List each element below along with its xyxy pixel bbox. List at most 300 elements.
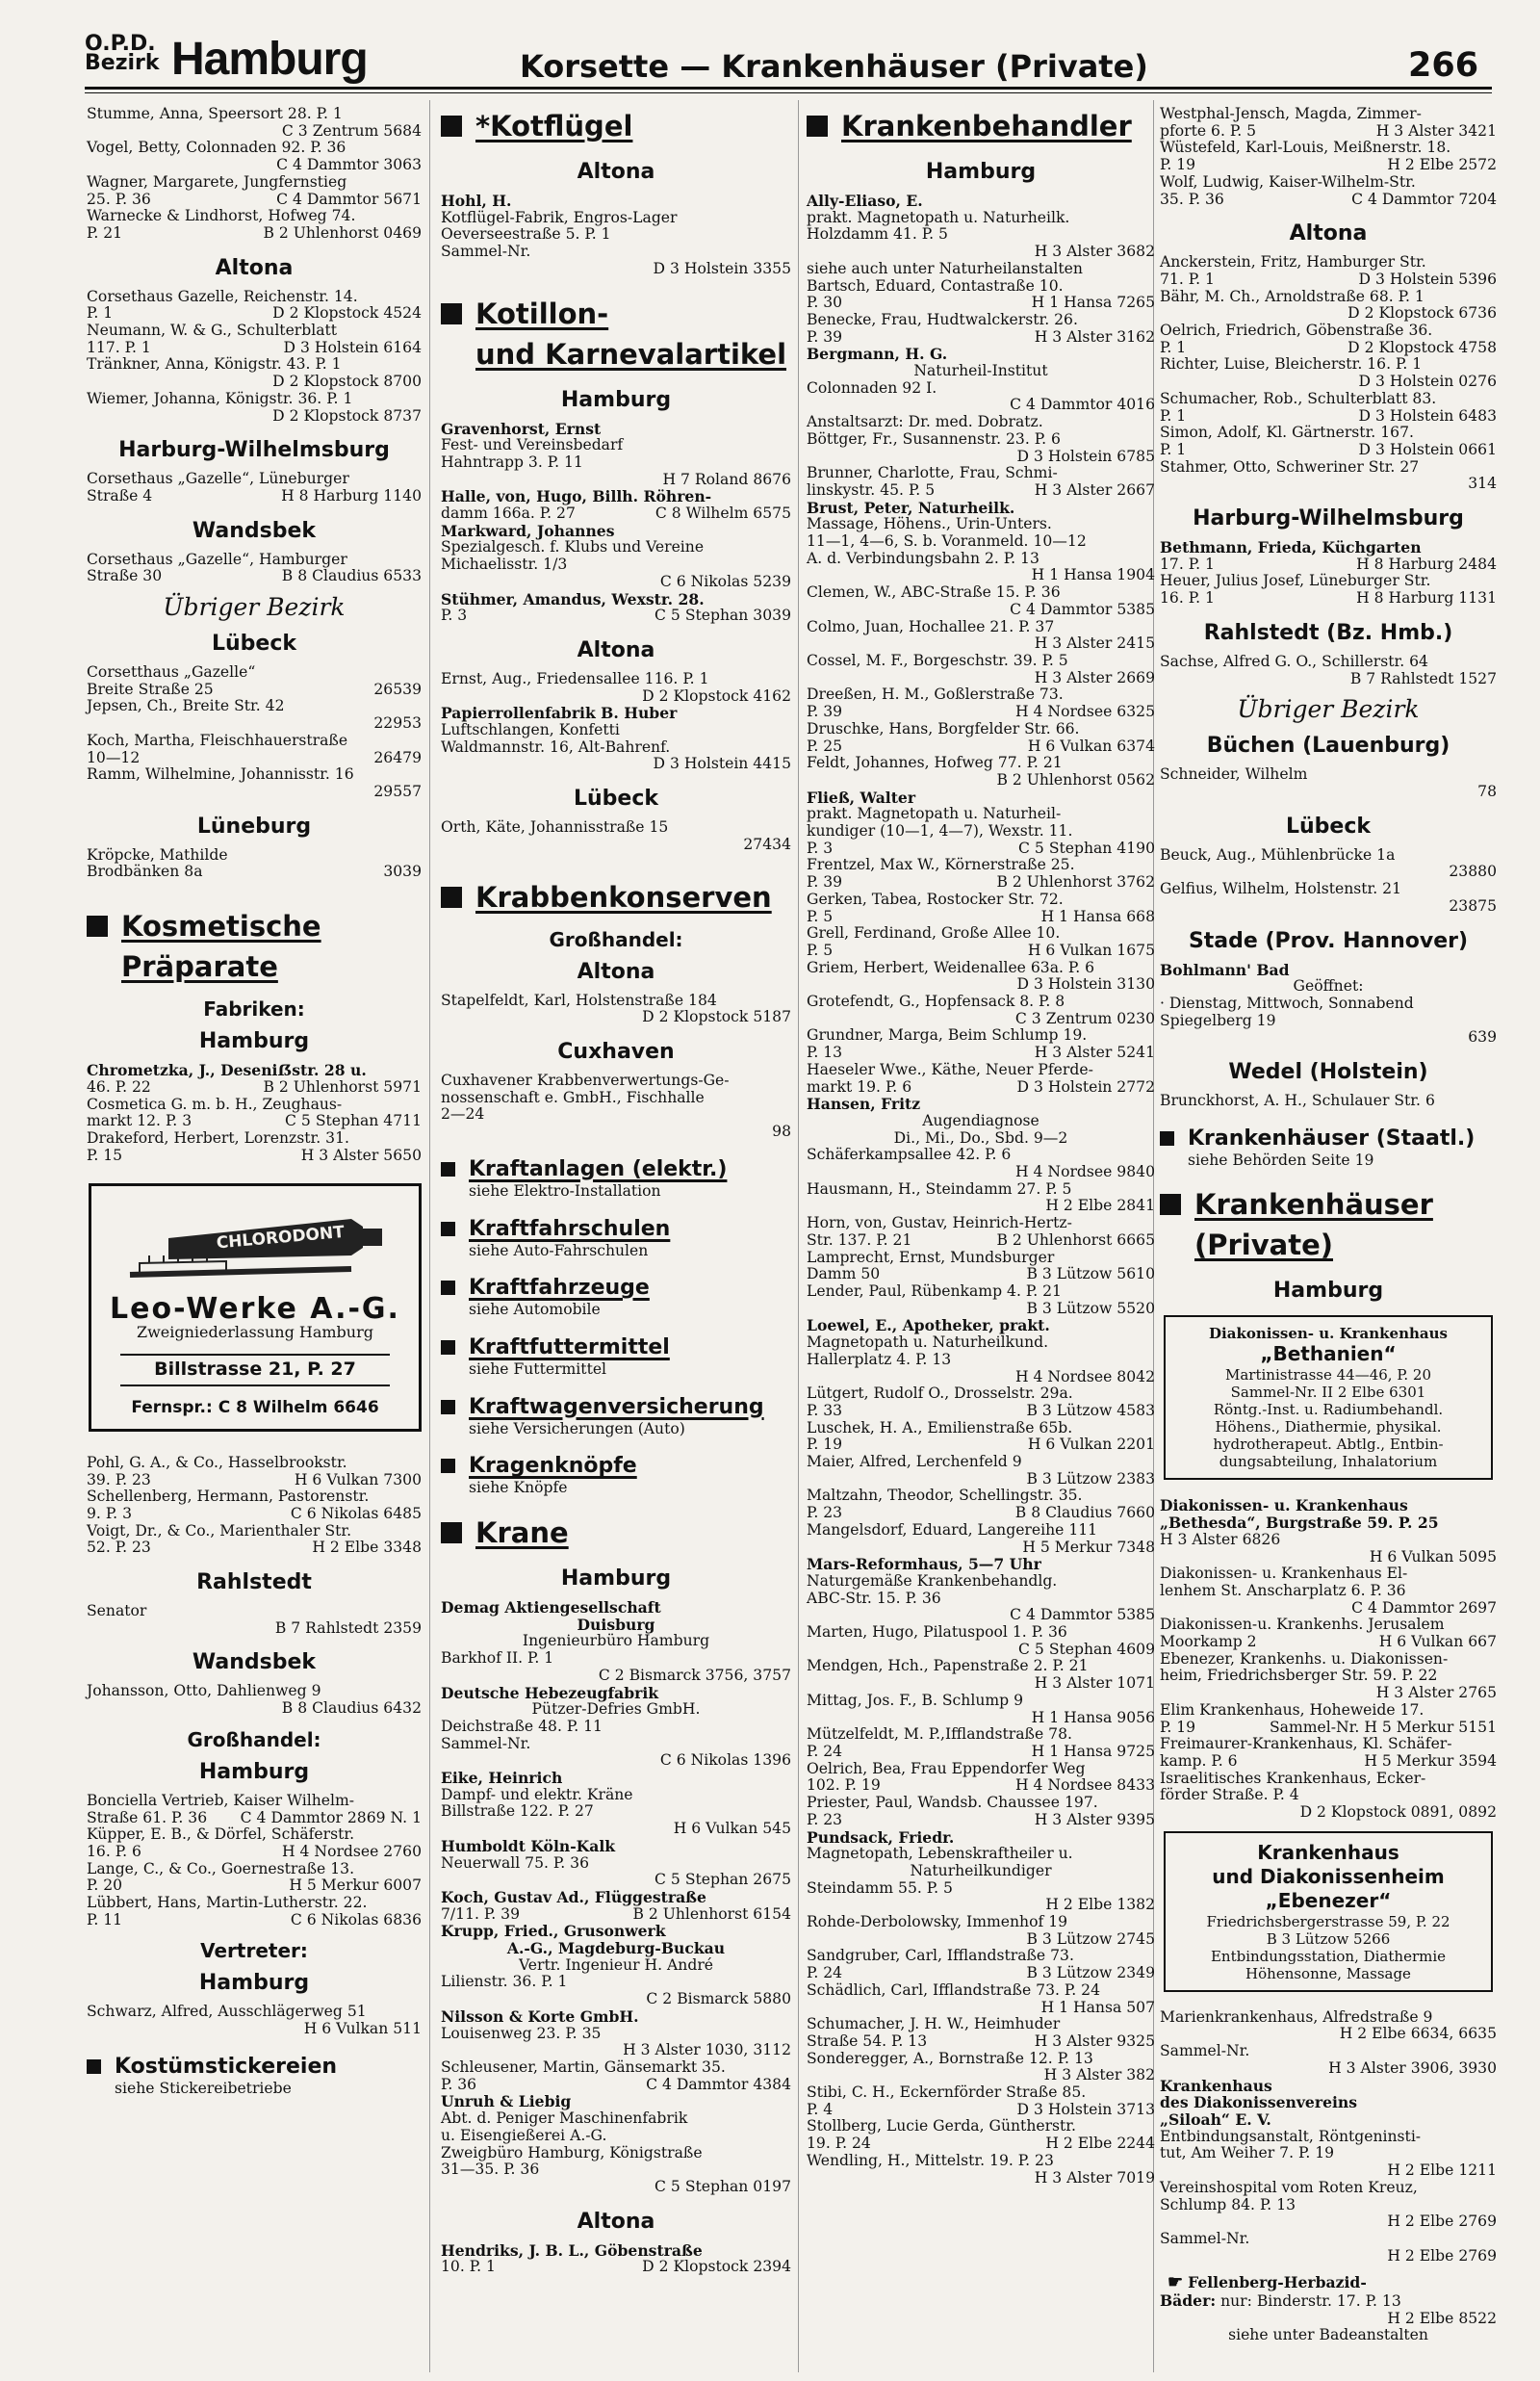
- cross-reference: siehe Automobile: [469, 1301, 601, 1319]
- entry-phone: H 6 Vulkan 1675: [1027, 941, 1155, 959]
- entry-phone: B 3 Lützow 4583: [1026, 1401, 1155, 1419]
- entry-phone-row: [807, 1710, 1155, 1727]
- directory-entry: [441, 1855, 791, 1873]
- entry-name: u. Eisengießerei A.-G.: [441, 2126, 607, 2144]
- entry-phone: H 2 Elbe 2841: [1045, 1197, 1155, 1215]
- directory-entry: [87, 1861, 422, 1895]
- entry-address: Damm 50: [807, 1265, 881, 1283]
- entry-phone: H 8 Harburg 2484: [1356, 555, 1497, 573]
- entry-phone-row: [441, 505, 791, 523]
- entry-name: Kotflügel-Fabrik, Engros-Lager: [441, 208, 678, 226]
- directory-entry: [87, 1062, 422, 1096]
- entry-address: P. 33: [807, 1401, 843, 1419]
- category-title: Kotillon-: [475, 297, 609, 330]
- directory-entry: [1160, 323, 1497, 356]
- entry-phone: C 6 Nikolas 6485: [290, 1504, 422, 1522]
- entry-phone-row: [87, 1877, 422, 1895]
- entry-name: Hendriks, J. B. L., Göbenstraße: [441, 2240, 703, 2260]
- entry-name: Ebenezer, Krankenhs. u. Diakonissen-: [1160, 1649, 1449, 1668]
- entry-name: Luschek, H. A., Emilienstraße 65b.: [807, 1418, 1073, 1436]
- entry-name: Diakonissen- u. Krankenhaus El-: [1160, 1565, 1408, 1583]
- entry-name: Küpper, E. B., & Dörfel, Schäferstr.: [87, 1825, 355, 1844]
- entry-name: Diakonissen- u. Krankenhaus: [1160, 1496, 1408, 1515]
- directory-entry: [87, 552, 422, 585]
- directory-entry: [807, 1948, 1155, 1981]
- entry-name: Sammel-Nr.: [1160, 2042, 1250, 2060]
- directory-entry: [441, 1821, 791, 1838]
- entry-phone-row: [87, 340, 422, 357]
- column-1: [87, 106, 422, 2106]
- entry-phone: H 3 Alster 5650: [300, 1146, 422, 1164]
- entry-phone: D 3 Holstein 0276: [1358, 373, 1497, 391]
- header-section-title: Korsette — Krankenhäuser (Private): [520, 48, 1148, 85]
- entry-phone-row: [87, 157, 422, 174]
- directory-entry: [1160, 962, 1497, 979]
- entry-phone: H 4 Nordsee 6325: [1014, 703, 1155, 721]
- directory-entry: [807, 892, 1155, 925]
- directory-entry: [807, 1317, 1155, 1334]
- entry-address: Straße 4: [87, 486, 153, 505]
- entry-phone: H 2 Elbe 8522: [1387, 2309, 1497, 2327]
- entry-phone-row: [807, 1079, 1155, 1097]
- entry-name: Stapelfeldt, Karl, Holstenstraße 184: [441, 991, 717, 1009]
- entry-name: Cosmetica G. m. b. H., Zeughaus-: [87, 1095, 343, 1113]
- directory-entry: [1160, 1532, 1497, 1566]
- directory-entry: [1160, 2162, 1497, 2180]
- directory-entry: [87, 289, 422, 323]
- town-heading: Stade (Prov. Hannover): [1188, 928, 1469, 953]
- entry-phone-row: [1160, 1804, 1497, 1822]
- category-heading: [87, 906, 422, 987]
- entry-phone-row: [807, 2135, 1155, 2153]
- entry-name: Schäferkampsallee 42. P. 6: [807, 1146, 1012, 1164]
- entry-phone-row: [1160, 192, 1497, 209]
- entry-phone: C 3 Zentrum 0230: [1014, 1009, 1155, 1027]
- entry-phone: C 4 Dammtor 7204: [1351, 190, 1497, 208]
- subsection-heading: Großhandel:: [187, 1727, 321, 1751]
- entry-name: Stibi, C. H., Eckernförder Straße 85.: [807, 2083, 1087, 2102]
- directory-entry: [87, 1683, 422, 1717]
- entry-phone-row: [441, 1821, 791, 1838]
- entry-address: Str. 137. P. 21: [807, 1230, 912, 1249]
- entry-name: Lender, Paul, Rübenkamp 4. P. 21: [807, 1282, 1062, 1300]
- entry-name: Maier, Alfred, Lerchenfeld 9: [807, 1453, 1022, 1471]
- entry-address: Brodbänken 8a: [87, 863, 203, 881]
- entry-phone-row: [1160, 1787, 1497, 1804]
- advertisement-ebenezer: [1164, 1831, 1493, 1992]
- entry-name: lenhem St. Anscharplatz 6. P. 36: [1160, 1581, 1406, 1599]
- entry-phone-row: [807, 1045, 1155, 1062]
- entry-phone-row: [87, 305, 422, 323]
- entry-phone-row: [441, 2259, 791, 2276]
- directory-entry: [87, 1826, 422, 1860]
- entry-phone: H 3 Alster 1071: [1034, 1674, 1155, 1693]
- town-heading: Altona: [215, 255, 294, 280]
- entry-address: 19. P. 24: [807, 2135, 871, 2153]
- entry-name: Ally-Eliaso, E.: [807, 192, 923, 210]
- entry-phone: 26479: [373, 748, 422, 766]
- directory-entry: [807, 619, 1155, 653]
- entry-address: pforte 6. P. 5: [1160, 121, 1257, 140]
- entry-address: 25. P. 36: [87, 190, 151, 208]
- entry-address: P. 39: [807, 327, 843, 346]
- entry-phone: H 6 Vulkan 6374: [1027, 737, 1155, 755]
- entry-address: 39. P. 23: [87, 1470, 151, 1488]
- entry-name: Schellenberg, Hermann, Pastorenstr.: [87, 1488, 370, 1506]
- directory-entry: [807, 380, 1155, 414]
- entry-phone-row: [441, 2077, 791, 2094]
- directory-entry: [441, 2059, 791, 2093]
- entry-name: Wolf, Ludwig, Kaiser-Wilhelm-Str.: [1160, 172, 1416, 191]
- entry-name: Gravenhorst, Ernst: [441, 419, 602, 438]
- town-heading: Cuxhaven: [557, 1039, 675, 1064]
- entry-address: P. 15: [87, 1146, 123, 1164]
- entry-phone-row: [807, 1675, 1155, 1693]
- entry-phone-row: [441, 1991, 791, 2008]
- directory-entry: [1160, 1013, 1497, 1047]
- town-heading: Lübeck: [1285, 814, 1372, 839]
- entry-name: Sonderegger, A., Bornstraße 12. P. 13: [807, 2049, 1093, 2067]
- entry-phone-row: [1160, 2060, 1497, 2078]
- entry-phone-row: [87, 488, 422, 505]
- entry-name: Gerken, Tabea, Rostocker Str. 72.: [807, 890, 1064, 908]
- entry-phone: B 7 Rahlstedt 2359: [274, 1618, 422, 1637]
- directory-entry: [87, 323, 422, 356]
- entry-name: Halle, von, Hugo, Billh. Röhren-: [441, 487, 712, 506]
- directory-entry: [807, 925, 1155, 959]
- entry-name: Vogel, Betty, Colonnaden 92. P. 36: [87, 139, 346, 157]
- directory-entry: [441, 1923, 791, 1956]
- entry-address: kamp. P. 6: [1160, 1751, 1238, 1770]
- entry-phone-row: [87, 1506, 422, 1523]
- entry-phone-row: [441, 1906, 791, 1924]
- entry-name: Naturheil-Institut: [913, 362, 1048, 380]
- category-heading: [441, 294, 791, 375]
- entry-name: Humboldt Köln-Kalk: [441, 1836, 616, 1855]
- directory-entry: [1160, 459, 1497, 493]
- entry-phone-row: [441, 2179, 791, 2196]
- entry-address: 102. P. 19: [807, 1776, 881, 1795]
- entry-phone: C 6 Nikolas 5239: [659, 572, 791, 590]
- entry-phone-row: [807, 976, 1155, 994]
- directory-entry: [1160, 2094, 1497, 2111]
- directory-entry: [1160, 140, 1497, 173]
- directory-entry: [1160, 654, 1497, 687]
- entry-address: P. 3: [441, 607, 468, 625]
- directory-entry: [1160, 2009, 1497, 2043]
- entry-name: Beuck, Aug., Mühlenbrücke 1a: [1160, 845, 1396, 864]
- category-marker: [441, 1281, 455, 1295]
- entry-address: markt 12. P. 3: [87, 1112, 192, 1130]
- entry-phone-row: [807, 704, 1155, 721]
- entry-name: Unruh & Liebig: [441, 2092, 572, 2111]
- entry-name: Chrometzka, J., Deseniẞstr. 28 u.: [87, 1061, 367, 1080]
- entry-name: Neuerwall 75. P. 36: [441, 1853, 590, 1872]
- entry-name: siehe auch unter Naturheilanstalten: [807, 259, 1083, 277]
- entry-phone-row: [807, 943, 1155, 960]
- entry-name: Westphal-Jensch, Magda, Zimmer-: [1160, 105, 1422, 122]
- entry-phone-row: [807, 1164, 1155, 1181]
- category-heading: [1160, 1126, 1497, 1170]
- directory-entry: [807, 1250, 1155, 1283]
- entry-name: Heuer, Julius Josef, Lüneburger Str.: [1160, 572, 1431, 590]
- directory-entry: [1160, 1651, 1497, 1669]
- entry-phone-row: [807, 1931, 1155, 1949]
- directory-entry: [807, 686, 1155, 720]
- ad-name: „Ebenezer“: [1265, 1888, 1392, 1912]
- directory-entry: [441, 1073, 791, 1090]
- directory-entry: [441, 226, 791, 244]
- directory-entry: [1160, 996, 1497, 1013]
- category-heading: [441, 1216, 791, 1260]
- entry-phone-row: [441, 261, 791, 278]
- entry-name: Sammel-Nr.: [441, 1734, 531, 1752]
- directory-entry: [441, 2026, 791, 2043]
- entry-phone: D 3 Holstein 6483: [1358, 406, 1497, 425]
- directory-entry: [807, 1147, 1155, 1164]
- entry-name: „Bethesda“, Burgstraße 59. P. 25: [1160, 1514, 1439, 1533]
- directory-entry: [441, 1668, 791, 1685]
- entry-name: Benecke, Frau, Hudtwalckerstr. 26.: [807, 310, 1078, 328]
- entry-name: Lamprecht, Ernst, Mundsburger: [807, 1248, 1055, 1266]
- directory-entry: [807, 1591, 1155, 1624]
- entry-name: Warnecke & Lindhorst, Hofweg 74.: [87, 207, 356, 225]
- cross-reference: siehe unter Badeanstalten: [1228, 2326, 1428, 2344]
- directory-entry: [807, 551, 1155, 568]
- entry-address: P. 5: [807, 941, 834, 959]
- entry-name: Zweigbüro Hamburg, Königstraße: [441, 2143, 703, 2161]
- directory-entry: [441, 1106, 791, 1140]
- directory-entry: [441, 2110, 791, 2128]
- entry-name: Bergmann, H. G.: [807, 345, 948, 364]
- entry-address: 71. P. 1: [1160, 270, 1215, 288]
- entry-phone: H 6 Vulkan 5095: [1369, 1547, 1497, 1566]
- entry-address: 16. P. 1: [1160, 589, 1215, 608]
- directory-entry: [87, 140, 422, 173]
- entry-phone-row: [441, 2042, 791, 2059]
- entry-phone-row: [441, 756, 791, 773]
- entry-name: Ingenieurbüro Hamburg: [522, 1632, 710, 1650]
- entry-name: Marienkrankenhaus, Alfredstraße 9: [1160, 2007, 1433, 2026]
- entry-name: Schneider, Wilhelm: [1160, 765, 1308, 784]
- directory-entry: [441, 2145, 791, 2162]
- entry-name: Sammel-Nr.: [441, 243, 531, 261]
- directory-entry: [1160, 2145, 1497, 2162]
- directory-entry: [807, 960, 1155, 994]
- directory-entry: [441, 1599, 791, 1633]
- category-heading: [441, 1334, 791, 1379]
- entry-phone: H 3 Alster 2667: [1034, 480, 1155, 499]
- entry-phone-row: [1160, 1753, 1497, 1771]
- category-title: Krane: [475, 1516, 569, 1550]
- entry-name: Luftschlangen, Konfetti: [441, 721, 620, 739]
- entry-name: Böttger, Fr., Susannenstr. 23. P. 6: [807, 429, 1061, 448]
- ad-line: Röntg.-Inst. u. Radiumbehandl.: [1213, 1401, 1444, 1419]
- ad-title: Diakonissen- u. Krankenhaus: [1209, 1325, 1448, 1343]
- category-heading: [87, 2054, 422, 2098]
- entry-phone: 98: [772, 1123, 791, 1141]
- entry-phone: H 6 Vulkan 667: [1378, 1633, 1497, 1651]
- entry-phone: C 4 Dammtor 3063: [276, 156, 422, 174]
- entry-phone-row: [807, 1266, 1155, 1283]
- directory-entry: [807, 2016, 1155, 2050]
- category-marker: [441, 1522, 462, 1543]
- entry-name: Ramm, Wilhelmine, Johannisstr. 16: [87, 765, 354, 784]
- entry-phone-row: [441, 1668, 791, 1685]
- directory-entry: [441, 1770, 791, 1787]
- town-heading: Hamburg: [925, 160, 1037, 184]
- entry-address: 117. P. 1: [87, 338, 151, 356]
- entry-name: Haeseler Wwe., Käthe, Neuer Pferde-: [807, 1060, 1093, 1078]
- entry-phone: H 5 Merkur 7348: [1022, 1538, 1155, 1556]
- entry-address: 7/11. P. 39: [441, 1904, 521, 1923]
- directory-entry: [807, 1795, 1155, 1828]
- entry-name: Freimaurer-Krankenhaus, Kl. Schäfer-: [1160, 1735, 1452, 1753]
- entry-name-line2: A.-G., Magdeburg-Buckau: [506, 1939, 726, 1958]
- directory-entry: [807, 414, 1155, 431]
- entry-address: nur: Binderstr. 17. P. 13: [1220, 2292, 1401, 2311]
- entry-phone: H 1 Hansa 507: [1040, 1998, 1155, 2016]
- entry-name: Magnetopath, Lebenskraftheiler u.: [807, 1845, 1073, 1863]
- entry-phone: C 6 Nikolas 1396: [659, 1751, 791, 1770]
- entry-phone: H 8 Harburg 1131: [1356, 589, 1497, 608]
- entry-phone: B 8 Claudius 7660: [1014, 1504, 1155, 1522]
- entry-phone: D 3 Holstein 3355: [653, 259, 791, 277]
- directory-entry: [441, 193, 791, 210]
- region-heading: Übriger Bezirk: [1237, 695, 1420, 724]
- category-heading: [1160, 1184, 1497, 1265]
- entry-phone-row: [807, 397, 1155, 414]
- entry-phone: B 8 Claudius 6432: [281, 1699, 422, 1718]
- directory-entry: [1160, 289, 1497, 323]
- entry-name: Markward, Johannes: [441, 521, 615, 540]
- entry-name: Gelfius, Wilhelm, Holstenstr. 21: [1160, 880, 1401, 898]
- entry-name: Corsethaus „Gazelle“, Lüneburger: [87, 470, 349, 488]
- directory-entry: [807, 567, 1155, 584]
- category-marker: [441, 887, 462, 908]
- entry-address: P. 1: [1160, 338, 1187, 356]
- directory-entry: [807, 1283, 1155, 1317]
- entry-phone-row: [87, 1620, 422, 1638]
- entry-phone-row: [87, 715, 422, 733]
- directory-entry: [807, 806, 1155, 823]
- category-marker: [87, 2059, 101, 2074]
- entry-name: Lilienstr. 36. P. 1: [441, 1973, 568, 1991]
- directory-entry: [87, 1895, 422, 1928]
- entry-name: prakt. Magnetopath u. Naturheil-: [807, 805, 1062, 823]
- directory-entry: [441, 1974, 791, 2007]
- entry-address: förder Straße. P. 4: [1160, 1786, 1299, 1804]
- town-heading: Wedel (Holstein): [1228, 1060, 1428, 1085]
- entry-phone: 3039: [383, 863, 422, 881]
- entry-name: Hansen, Fritz: [807, 1095, 921, 1114]
- directory-entry: [441, 1872, 791, 1889]
- entry-phone-row: [807, 635, 1155, 653]
- entry-name: 2—24: [441, 1105, 485, 1124]
- entry-phone-row: [1160, 2026, 1497, 2043]
- cross-reference: siehe Versicherungen (Auto): [469, 1419, 685, 1437]
- entry-phone: C 8 Wilhelm 6575: [654, 505, 791, 523]
- category-title: Kraftwagenversicherung: [469, 1394, 764, 1419]
- entry-phone: Sammel-Nr. H 5 Merkur 5151: [1269, 1718, 1497, 1736]
- column-2: [441, 106, 791, 2276]
- district-label: [85, 32, 160, 75]
- directory-entry: [441, 2161, 791, 2195]
- entry-phone: H 6 Vulkan 511: [303, 2020, 422, 2038]
- entry-address: Straße 54. P. 13: [807, 2032, 928, 2050]
- entry-phone-row: [87, 1540, 422, 1557]
- column-divider: [429, 100, 430, 2372]
- directory-entry: [807, 1624, 1155, 1658]
- directory-entry: [441, 705, 791, 722]
- entry-name: Druschke, Hans, Borgfelder Str. 66.: [807, 719, 1080, 738]
- entry-address: Breite Straße 25: [87, 680, 214, 698]
- entry-phone: 314: [1468, 475, 1497, 493]
- directory-entry: [1160, 106, 1497, 140]
- entry-name: Mittag, Jos. F., B. Schlump 9: [807, 1691, 1024, 1709]
- directory-entry: [807, 1914, 1155, 1948]
- entry-phone: C 2 Bismarck 3756, 3757: [598, 1666, 791, 1684]
- entry-phone-row: [1160, 2311, 1497, 2328]
- category-marker: [441, 1340, 455, 1355]
- directory-entry: [807, 2118, 1155, 2152]
- entry-phone-row: [807, 1369, 1155, 1386]
- category-title: Kragenknöpfe: [469, 1454, 637, 1479]
- directory-entry: [441, 1650, 791, 1668]
- directory-entry: [87, 1603, 422, 1637]
- directory-entry: [807, 1556, 1155, 1573]
- entry-address: 9. P. 3: [87, 1504, 133, 1522]
- entry-name: Mangelsdorf, Eduard, Langereihe 111: [807, 1520, 1098, 1539]
- town-heading: Altona: [577, 959, 655, 984]
- entry-phone: H 3 Alster 3162: [1034, 327, 1155, 346]
- directory-entry: [441, 2042, 791, 2059]
- page-number: 266: [1408, 46, 1479, 85]
- entry-phone-row: [1160, 1549, 1497, 1566]
- entry-name: Brunner, Charlotte, Frau, Schmi-: [807, 464, 1058, 482]
- entry-phone-row: [441, 1872, 791, 1889]
- entry-address: P. 5: [807, 907, 834, 925]
- entry-phone: B 7 Rahlstedt 1527: [1349, 669, 1497, 687]
- directory-entry: [807, 1522, 1155, 1556]
- ad-line: Höhensonne, Massage: [1245, 1964, 1411, 1982]
- directory-entry: [807, 1420, 1155, 1454]
- directory-entry: [807, 1352, 1155, 1385]
- entry-phone-row: [807, 1436, 1155, 1454]
- directory-entry: [807, 312, 1155, 346]
- entry-name: Richter, Luise, Bleicherstr. 16. P. 1: [1160, 355, 1423, 374]
- ad-line: Friedrichsbergerstrasse 59, P. 22: [1206, 1912, 1450, 1930]
- directory-entry: [87, 208, 422, 242]
- entry-name: Demag Aktiengesellschaft: [441, 1598, 661, 1618]
- directory-entry: [807, 789, 1155, 807]
- entry-phone-row: [441, 1752, 791, 1770]
- directory-entry: [87, 847, 422, 881]
- directory-entry: [1160, 847, 1497, 881]
- entry-name: Spezialgesch. f. Klubs und Vereine: [441, 538, 705, 556]
- entry-address: linskystr. 45. P. 5: [807, 480, 936, 499]
- directory-entry: [1160, 978, 1497, 996]
- town-heading: Hamburg: [560, 1566, 672, 1592]
- entry-address: Straße 61. P. 36: [87, 1808, 208, 1826]
- entry-phone-row: [87, 123, 422, 141]
- entry-name: Koch, Gustav Ad., Flüggestraße: [441, 1887, 706, 1906]
- entry-phone: H 5 Merkur 6007: [289, 1876, 422, 1895]
- directory-entry: [441, 993, 791, 1026]
- entry-name: · Dienstag, Mittwoch, Sonnabend: [1160, 994, 1414, 1012]
- directory-entry: [1160, 2231, 1497, 2265]
- directory-entry: [807, 1880, 1155, 1914]
